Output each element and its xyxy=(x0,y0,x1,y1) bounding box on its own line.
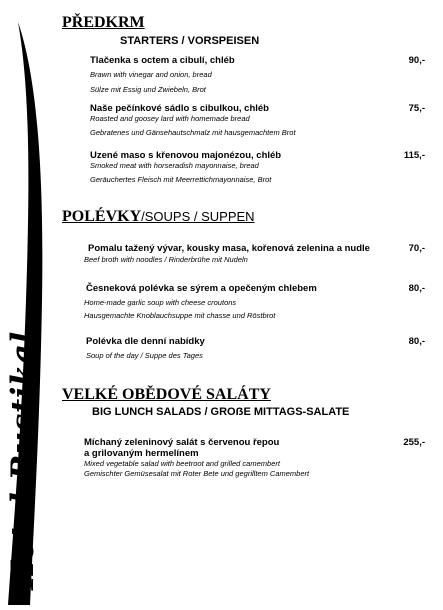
item-price: 115,- xyxy=(403,150,425,161)
item-desc-en: Beef broth with noodles / Rinderbrühe mit Nudeln xyxy=(84,255,248,264)
menu-item xyxy=(62,55,425,95)
item-name: Naše pečínkové sádlo s cibulkou, chléb xyxy=(90,103,269,114)
menu-item xyxy=(62,243,425,265)
item-price: 80,- xyxy=(408,283,425,294)
item-desc-en: Brawn with vinegar and onion, bread xyxy=(90,70,212,79)
item-desc-de: Gebratenes und Gänsehautschmalz mit hausgemachtem Brot xyxy=(90,128,296,137)
salads-subtitle: BIG LUNCH SALADS / GROẞE MITTAGS-SALATE xyxy=(92,406,350,418)
menu-item xyxy=(62,336,425,361)
starters-heading: PŘEDKRM xyxy=(62,14,145,31)
item-name-line2: a grilovaným hermelínem xyxy=(84,448,199,459)
menu-item xyxy=(62,150,425,185)
item-price: 255,- xyxy=(403,437,425,448)
soups-heading-main: POLÉVKY xyxy=(62,208,142,225)
item-name: Pomalu tažený vývar, kousky masa, kořenová zelenina a nudle xyxy=(88,243,370,254)
menu-item xyxy=(62,283,425,321)
item-price: 70,- xyxy=(408,243,425,254)
item-price: 75,- xyxy=(408,103,425,114)
menu-item xyxy=(62,437,425,479)
item-price: 80,- xyxy=(408,336,425,347)
starters-subtitle: STARTERS / VORSPEISEN xyxy=(120,35,260,47)
item-desc-en: Soup of the day / Suppe des Tages xyxy=(86,351,203,360)
item-name: Polévka dle denní nabídky xyxy=(86,336,205,347)
item-name: Tlačenka s octem a cibulí, chléb xyxy=(90,55,235,66)
item-name: Česneková polévka se sýrem a opečeným chlebem xyxy=(86,283,317,294)
soups-heading-subtitle: /SOUPS / SUPPEN xyxy=(141,209,255,224)
hotel-brand-title: Hotel Rustikal xyxy=(5,331,41,590)
item-name-line1: Míchaný zeleninový salát s červenou řepou xyxy=(84,437,280,448)
item-price: 90,- xyxy=(408,55,425,66)
item-desc-de: Geräuchertes Fleisch mit Meerrettichmayonnaise, Brot xyxy=(90,175,272,184)
item-desc-en: Smoked meat with horseradish mayonnaise, bread xyxy=(90,161,259,170)
item-desc-de: Gemischter Gemüsesalat mit Roter Bete und gegrilltem Camembert xyxy=(84,469,310,478)
item-name: Uzené maso s křenovou majonézou, chléb xyxy=(90,150,282,161)
soups-heading xyxy=(62,208,255,226)
item-desc-de: Sülze mit Essig und Zwiebeln, Brot xyxy=(90,85,206,94)
salads-heading: VELKÉ OBĚDOVÉ SALÁTY xyxy=(62,386,271,403)
menu-item xyxy=(62,103,425,138)
item-desc-en: Mixed vegetable salad with beetroot and grilled camembert xyxy=(84,459,280,468)
item-desc-en: Roasted and goosey lard with homemade bread xyxy=(90,114,250,123)
item-desc-de: Hausgemachte Knoblauchsuppe mit chasse und Röstbrot xyxy=(84,311,276,320)
item-desc-en: Home-made garlic soup with cheese croutons xyxy=(84,298,237,307)
